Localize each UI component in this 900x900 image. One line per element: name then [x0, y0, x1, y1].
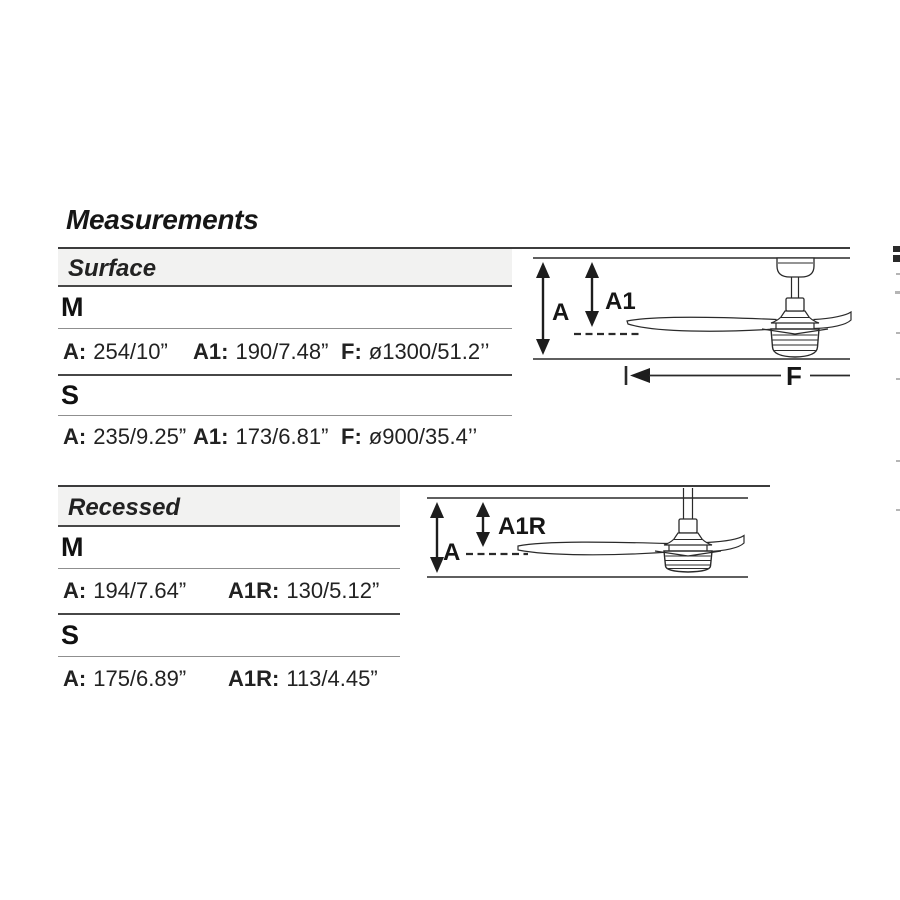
surface-values-row-s	[58, 416, 512, 457]
measurement-value: 254/10”	[93, 338, 168, 364]
surface-size-row-s	[58, 376, 512, 416]
fan-downrod	[792, 277, 799, 298]
measurement-cell	[193, 339, 341, 365]
dimension-arrow-a-icon	[430, 502, 444, 573]
page-title: Measurements	[66, 204, 259, 235]
dimension-arrow-a-icon	[536, 262, 550, 355]
measurement-cell	[341, 339, 512, 365]
surface-values-row-m	[58, 329, 512, 376]
measurement-label: A:	[63, 578, 87, 603]
measurement-value: 130/5.12”	[286, 578, 380, 603]
recessed-values-row-m	[58, 569, 400, 615]
recessed-header-label: Recessed	[68, 494, 181, 521]
recessed-size-row-m	[58, 527, 400, 569]
label-a: A	[443, 539, 461, 566]
fan-blade-left	[627, 317, 776, 331]
measurement-cell	[228, 666, 400, 692]
measurement-label: A1R:	[228, 578, 280, 603]
fan-motor-housing	[771, 329, 819, 357]
measurement-cell	[228, 578, 400, 604]
surface-table	[58, 249, 512, 457]
measurement-label: A1:	[193, 423, 229, 449]
fan-blade-left	[518, 542, 669, 555]
measurement-value: 113/4.45”	[286, 665, 378, 691]
surface-diagram	[520, 235, 900, 400]
edge-artifact	[895, 291, 900, 294]
edge-artifact	[896, 509, 900, 511]
dimension-arrow-a1-icon	[585, 262, 599, 327]
edge-artifact	[893, 255, 900, 262]
edge-artifact	[893, 246, 900, 252]
measurement-cell	[193, 424, 341, 450]
recessed-values-row-s	[58, 657, 400, 700]
surface-size-row-m	[58, 287, 512, 329]
edge-artifact	[896, 273, 900, 275]
measurement-label: A1R:	[228, 665, 280, 691]
measurement-label: F:	[341, 338, 362, 364]
recessed-diagram	[420, 487, 780, 620]
measurement-value: 173/6.81”	[235, 423, 329, 449]
size-label-s: S	[61, 380, 80, 410]
size-label-s: S	[61, 620, 80, 650]
fan-coupler	[786, 298, 804, 311]
fan-coupler	[679, 519, 697, 533]
measurement-label: F:	[341, 423, 362, 449]
fan-blade-right	[814, 312, 851, 329]
recessed-header-row	[58, 487, 400, 527]
measurement-cell	[341, 424, 512, 450]
measurement-label: A:	[63, 423, 87, 449]
label-a: A	[552, 299, 570, 326]
measurement-cell	[63, 424, 193, 450]
measurement-value: 190/7.48”	[235, 338, 329, 364]
surface-header-label: Surface	[68, 255, 157, 282]
measurement-cell	[63, 578, 228, 604]
size-label-m: M	[61, 292, 84, 322]
label-a1r: A1R	[498, 513, 547, 540]
recessed-table	[58, 487, 400, 700]
dimension-arrow-f-icon	[626, 366, 850, 385]
measurement-value: ø1300/51.2’’	[368, 338, 490, 364]
measurement-label: A1:	[193, 338, 229, 364]
recessed-size-row-s	[58, 615, 400, 657]
measurement-label: A:	[63, 665, 87, 691]
measurement-label: A:	[63, 338, 87, 364]
edge-artifact	[896, 460, 900, 462]
label-a1: A1	[605, 288, 636, 315]
fan-downrod	[684, 488, 693, 519]
measurement-value: 235/9.25”	[93, 423, 187, 449]
size-label-m: M	[61, 532, 84, 562]
measurement-value: 194/7.64”	[93, 578, 187, 603]
measurement-value: ø900/35.4’’	[368, 423, 478, 449]
measurement-cell	[63, 666, 228, 692]
measurement-cell	[63, 339, 193, 365]
fan-blade-right	[707, 536, 744, 552]
edge-artifact	[896, 378, 900, 380]
label-f: F	[786, 361, 802, 391]
edge-artifact	[896, 332, 900, 334]
surface-header-row	[58, 249, 512, 287]
fan-canopy	[777, 258, 814, 277]
dimension-arrow-a1r-icon	[476, 502, 490, 547]
measurement-value: 175/6.89”	[93, 665, 187, 691]
